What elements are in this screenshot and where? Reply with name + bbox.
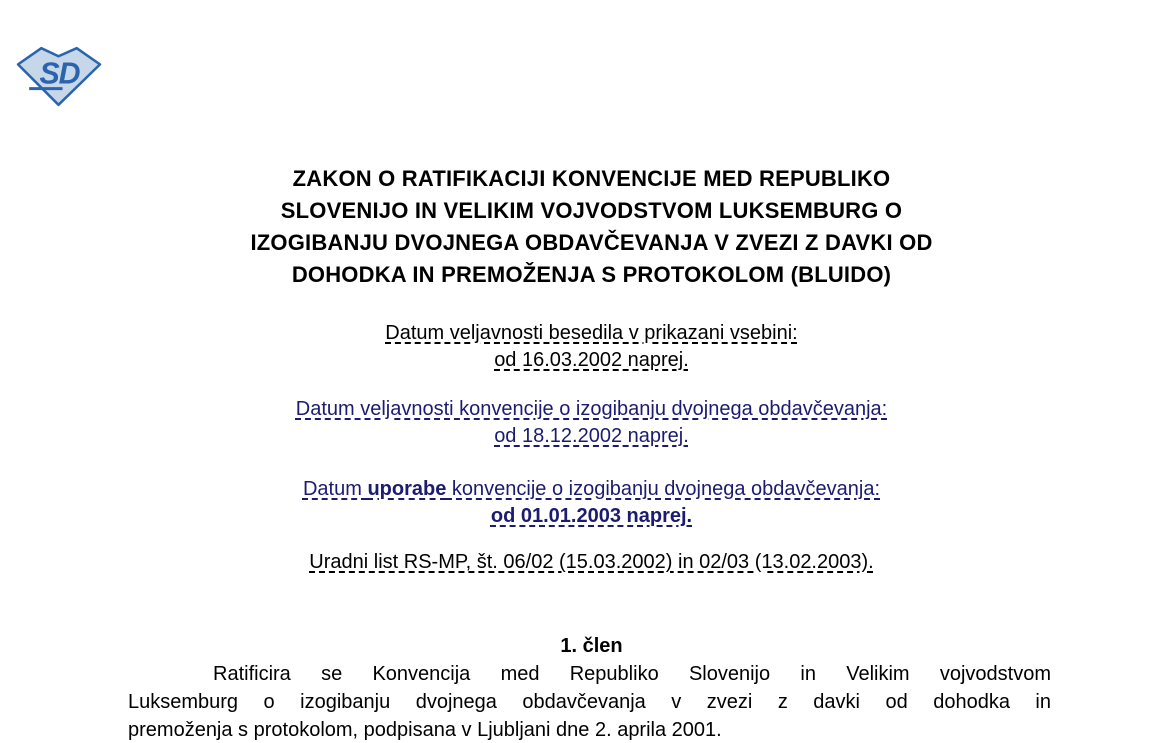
convention-validity-date[interactable]: od 18.12.2002 naprej.: [494, 425, 689, 447]
article-text-line: Ratificira se Konvencija med Republiko Slovenijo in Velikim vojvodstvom: [213, 663, 1051, 685]
article-1-heading: 1. člen: [560, 635, 623, 657]
title-line: SLOVENIJO IN VELIKIM VOJVODSTVOM LUKSEMBURG O: [280, 198, 903, 223]
sd-logo: [15, 45, 103, 108]
label-prefix: Datum: [302, 478, 368, 500]
convention-application-date[interactable]: od 01.01.2003 naprej.: [490, 505, 693, 527]
document-title: [26, 163, 1157, 291]
official-gazette-reference: [26, 549, 1157, 576]
convention-application-label[interactable]: [303, 478, 880, 500]
label-suffix: konvencije o izogibanju dvojnega obdavčevanja:: [446, 478, 881, 500]
text-validity-label: Datum veljavnosti besedila v prikazani vsebini:: [385, 322, 798, 344]
article-text-line: Luksemburg o izogibanju dvojnega obdavčevanja v zvezi z davki od dohodka in: [128, 691, 1051, 713]
title-line: ZAKON O RATIFIKACIJI KONVENCIJE MED REPUBLIKO: [292, 166, 891, 191]
logo-letters: SD: [39, 57, 80, 91]
title-line: IZOGIBANJU DVOJNEGA OBDAVČEVANJA V ZVEZI Z DAVKI OD: [250, 230, 933, 255]
convention-validity-link[interactable]: [26, 396, 1157, 450]
convention-application-link[interactable]: [26, 476, 1157, 530]
title-line: DOHODKA IN PREMOŽENJA S PROTOKOLOM (BLUIDO): [291, 262, 892, 287]
article-1-text: [128, 660, 1051, 743]
label-bold-word: uporabe: [367, 478, 447, 500]
convention-validity-label[interactable]: Datum veljavnosti konvencije o izogibanju dvojnega obdavčevanja:: [295, 398, 888, 420]
article-text-line: premoženja s protokolom, podpisana v Ljubljani dne 2. aprila 2001.: [128, 719, 722, 741]
text-validity-date: od 16.03.2002 naprej.: [494, 349, 689, 371]
gazette-label: Uradni list RS-MP, št. 06/02 (15.03.2002) in 02/03 (13.02.2003).: [309, 551, 874, 573]
validity-notices: [26, 320, 1157, 576]
text-validity-notice: [26, 320, 1157, 374]
sd-shield-icon: [15, 45, 103, 108]
